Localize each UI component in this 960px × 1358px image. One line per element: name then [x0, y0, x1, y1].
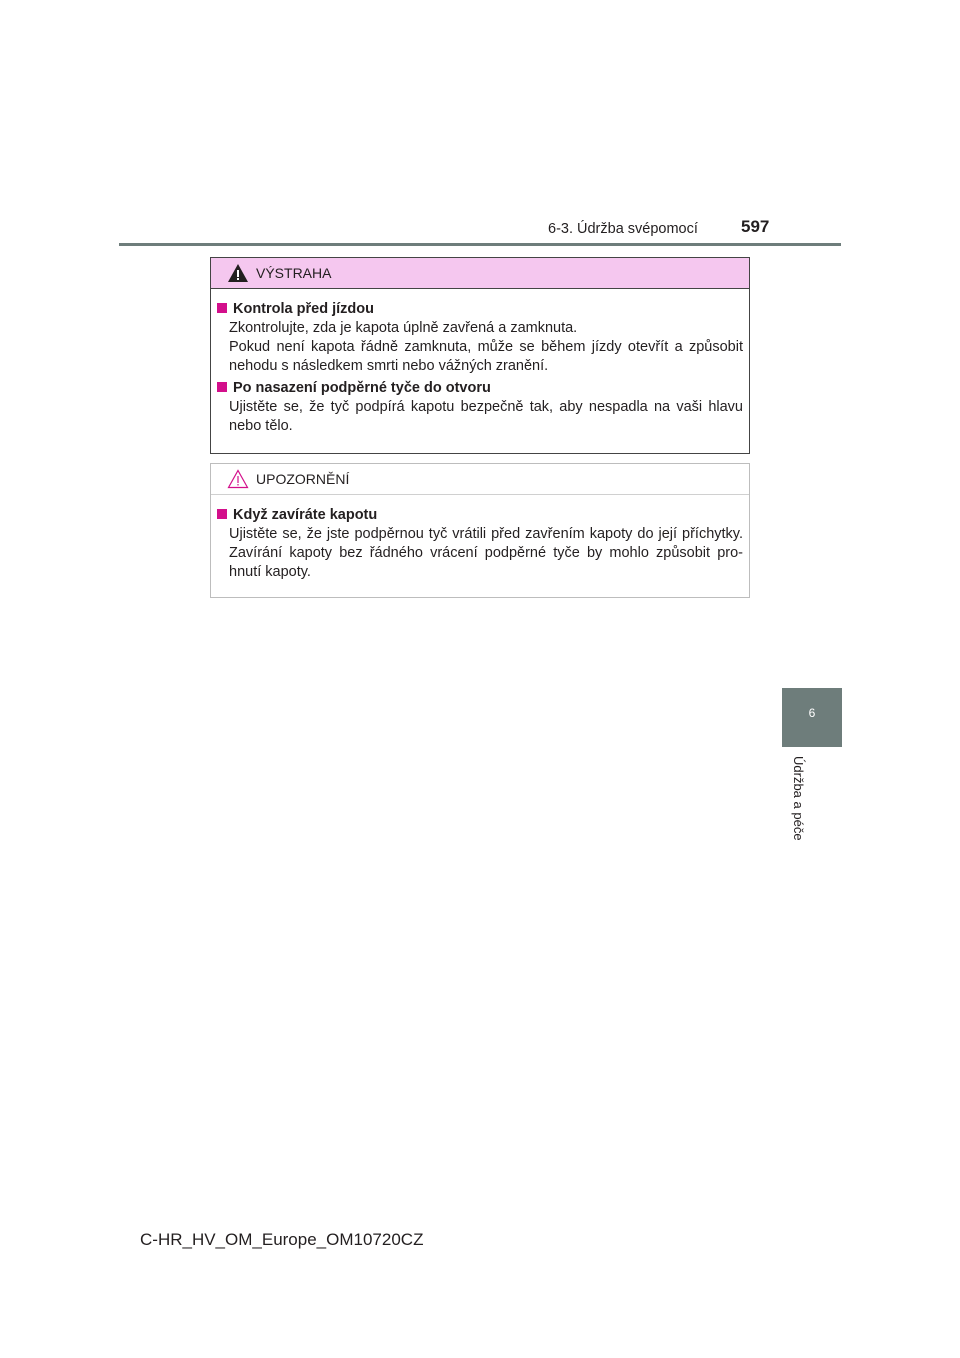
warning-item-text: Ujistěte se, že tyč podpírá kapotu bezpečně tak, aby nespadla na vaši hlavu nebo tělo.: [229, 399, 743, 434]
bullet-square-icon: [217, 509, 227, 519]
header-rule: [119, 243, 841, 246]
warning-item-text: Pokud není kapota řádně zamknuta, může se během jízdy otevřít a způsobit nehodu s následkem smrti nebo vážných zranění.: [229, 339, 743, 374]
warning-header: [211, 258, 749, 289]
warning-item-title-text: Po nasazení podpěrné tyče do otvoru: [233, 380, 491, 396]
notice-item-text: Ujistěte se, že jste podpěrnou tyč vrátili před zavřením kapoty do její příchytky. Zavírání kapoty bez řádného vrácení podpěrné tyče by mohlo způsobit pro-hnutí kapoty.: [229, 526, 743, 580]
chapter-number: 6: [808, 706, 816, 720]
warning-item: [217, 300, 743, 376]
warning-triangle-outline-icon: [227, 469, 249, 489]
notice-item: [217, 506, 743, 582]
chapter-label: Údržba a péče: [791, 756, 806, 841]
notice-header: [211, 464, 749, 495]
notice-heading: UPOZORNĚNÍ: [256, 471, 350, 487]
notice-item-title-text: Když zavíráte kapotu: [233, 507, 378, 523]
bullet-square-icon: [217, 303, 227, 313]
chapter-tab: [782, 688, 842, 747]
notice-box: [210, 463, 750, 598]
header-section-title: 6-3. Údržba svépomocí: [548, 221, 698, 237]
page-number: 597: [741, 217, 770, 236]
notice-body: [211, 495, 749, 582]
warning-body: [211, 289, 749, 436]
footer-doc-id: C-HR_HV_OM_Europe_OM10720CZ: [140, 1230, 424, 1249]
warning-item: [217, 379, 743, 436]
notice-item-title: [217, 506, 743, 525]
warning-item-title: [217, 300, 743, 319]
bullet-square-icon: [217, 382, 227, 392]
warning-item-text: Zkontrolujte, zda je kapota úplně zavřená a zamknuta.: [229, 320, 578, 336]
warning-triangle-filled-icon: [227, 263, 249, 283]
warning-box: [210, 257, 750, 454]
warning-item-title-text: Kontrola před jízdou: [233, 301, 374, 317]
warning-item-title: [217, 379, 743, 398]
warning-heading: VÝSTRAHA: [256, 265, 332, 281]
